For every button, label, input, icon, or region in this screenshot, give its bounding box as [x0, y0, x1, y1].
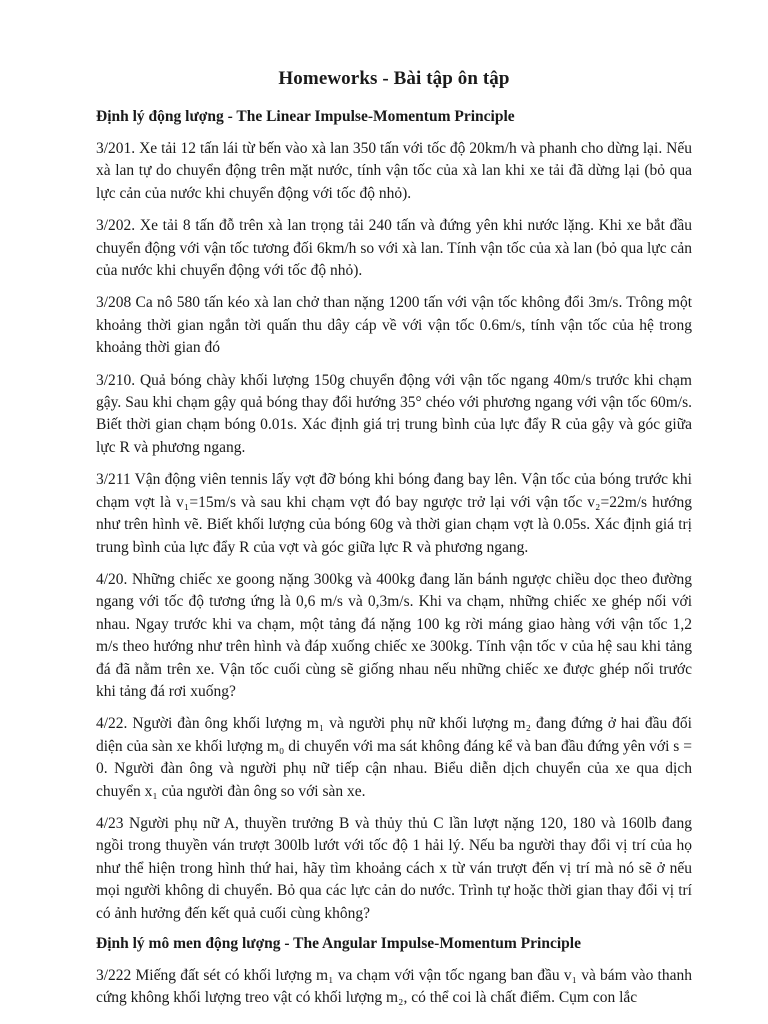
problem-3-208: 3/208 Ca nô 580 tấn kéo xà lan chở than nặng 1200 tấn với vận tốc không đổi 3m/s. Trông một khoảng thời gian ngắn tời quấn thu dây cáp về với vận tốc 0.6m/s, tính vận tốc của hệ trong khoảng thời gian đó: [96, 294, 692, 357]
problem-3-211: 3/211 Vận động viên tennis lấy vợt đỡ bóng khi bóng đang bay lên. Vận tốc của bóng trước khi chạm vợt là v₁=15m/s và sau khi chạm vợt đó bay ngược trở lại với vận tốc v₂=22m/s hướng như trên hình vẽ. Biết khối lượng của bóng 60g và thời gian chạm vợt là 0.05s. Xác định giá trị trung bình của lực đẩy R của vợt và góc giữa lực R và phương ngang.: [96, 471, 692, 556]
problem-3-201: 3/201. Xe tải 12 tấn lái từ bến vào xà lan 350 tấn với tốc độ 20km/h và phanh cho dừng lại. Nếu xà lan tự do chuyển động trên mặt nước, tính vận tốc của xà lan khi xe tải đã dừng lại (bỏ qua lực cản của nước khi chuyển động với tốc độ nhỏ).: [96, 140, 692, 202]
problem-4-22: 4/22. Người đàn ông khối lượng m₁ và người phụ nữ khối lượng m₂ đang đứng ở hai đầu đối diện của sàn xe khối lượng m₀ di chuyển với ma sát không đáng kể và ban đầu đứng yên với s = 0. Người đàn ông và người phụ nữ tiếp cận nhau. Biểu diễn dịch chuyển của xe qua dịch chuyển x₁ của người đàn ông so với sàn xe.: [96, 715, 692, 800]
problem-4-20: 4/20. Những chiếc xe goong nặng 300kg và 400kg đang lăn bánh ngược chiều dọc theo đường ngang với tốc độ tương ứng là 0,6 m/s và 0,3m/s. Khi va chạm, những chiếc xe ghép nối với nhau. Ngay trước khi va chạm, một tảng đá nặng 100 kg rời máng giao hàng với vận tốc 1,2 m/s theo hướng như trên hình và đáp xuống chiếc xe 300kg. Tính vận tốc v của hệ sau khi tảng đá đã nằm trên xe. Vận tốc cuối cùng sẽ giống nhau nếu những chiếc xe được ghép nối trước khi tảng đá rơi xuống?: [96, 570, 692, 700]
document-title: Homeworks - Bài tập ôn tập: [278, 68, 510, 89]
problem-3-202: 3/202. Xe tải 8 tấn đỗ trên xà lan trọng tải 240 tấn và đứng yên khi nước lặng. Khi xe bắt đầu chuyển động với vận tốc tương đối 6km/h so với xà lan. Tính vận tốc của xà lan (bỏ qua lực cản của nước khi chuyển động với tốc độ nhỏ).: [96, 217, 692, 280]
problem-3-222: 3/222 Miếng đất sét có khối lượng m₁ va chạm với vận tốc ngang ban đầu v₁ và bám vào thanh cứng không khối lượng treo vật có khối lượng m₂, có thể coi là chất điểm. Cụm con lắc: [96, 967, 692, 1007]
problem-3-210: 3/210. Quả bóng chày khối lượng 150g chuyển động với vận tốc ngang 40m/s trước khi chạm gậy. Sau khi chạm gậy quả bóng thay đổi hướng 35° chéo với phương ngang với vận tốc 60m/s. Biết thời gian chạm bóng 0.01s. Xác định giá trị trung bình của lực đẩy R của gậy và góc giữa lực R và phương ngang.: [96, 371, 692, 456]
section-heading-linear-impulse: Định lý động lượng - The Linear Impulse-Momentum Principle: [96, 108, 515, 125]
section-heading-angular-impulse: Định lý mô men động lượng - The Angular Impulse-Momentum Principle: [96, 935, 581, 952]
problem-4-23: 4/23 Người phụ nữ A, thuyền trưởng B và thủy thủ C lần lượt nặng 120, 180 và 160lb đang ngồi trong thuyền ván trượt 300lb lướt với tốc độ 1 hải lý. Nếu ba người thay đổi vị trí của họ như thể hiện trong hình thứ hai, hãy tìm khoảng cách x từ ván trượt đến vị trí mà nó sẽ ở nếu mọi người không di chuyển. Bỏ qua các lực cản do nước. Trình tự hoặc thời gian thay đổi vị trí có ảnh hưởng đến kết quả cuối cùng không?: [96, 814, 692, 922]
